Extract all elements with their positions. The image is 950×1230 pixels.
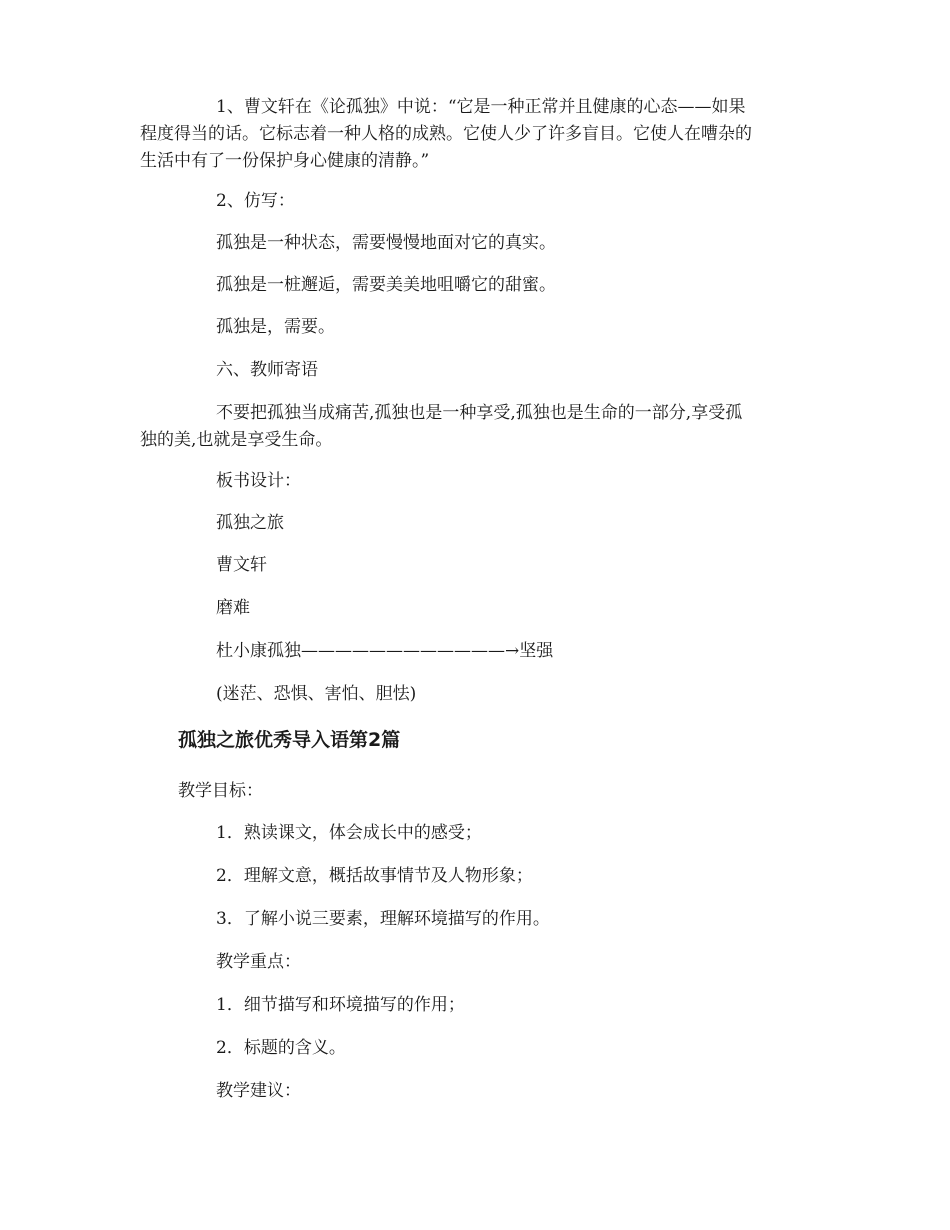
teaching-goal-2: 2．理解文意，概括故事情节及人物形象； <box>216 866 533 886</box>
board-emotions: (迷茫、恐惧、害怕、胆怯) <box>216 684 417 704</box>
board-title: 孤独之旅 <box>216 513 284 533</box>
teacher-message-line-2: 独的美,也就是享受生命。 <box>140 430 333 450</box>
board-hardship: 磨难 <box>216 598 250 618</box>
teaching-key-2: 2．标题的含义。 <box>216 1038 346 1058</box>
teacher-message-heading: 六、教师寄语 <box>216 360 318 380</box>
quote-line-3: 生活中有了一份保护身心健康的清静。” <box>140 151 430 171</box>
teaching-key-1: 1．细节描写和环境描写的作用； <box>216 995 465 1015</box>
quote-line-1: 1、曹文轩在《论孤独》中说：“它是一种正常并且健康的心态——如果 <box>216 97 746 117</box>
teaching-advice-label: 教学建议： <box>216 1081 301 1101</box>
imitation-sentence-1: 孤独是一种状态，需要慢慢地面对它的真实。 <box>216 233 556 253</box>
quote-line-2: 程度得当的话。它标志着一种人格的成熟。它使人少了许多盲目。它使人在嘈杂的 <box>140 124 752 144</box>
teaching-goal-1: 1．熟读课文，体会成长中的感受； <box>216 823 482 843</box>
section-2-heading: 孤独之旅优秀导入语第2篇 <box>178 729 401 751</box>
teacher-message-line-1: 不要把孤独当成痛苦,孤独也是一种享受,孤独也是生命的一部分,享受孤 <box>216 403 743 423</box>
imitation-label: 2、仿写： <box>216 191 295 211</box>
imitation-sentence-3: 孤独是，需要。 <box>216 317 335 337</box>
teaching-key-label: 教学重点： <box>216 952 301 972</box>
teaching-goal-3: 3．了解小说三要素，理解环境描写的作用。 <box>216 909 550 929</box>
board-arrow-line: 杜小康孤独————————————→坚强 <box>216 641 554 661</box>
teaching-goals-label: 教学目标： <box>178 781 263 801</box>
board-author: 曹文轩 <box>216 555 267 575</box>
imitation-sentence-2: 孤独是一桩邂逅，需要美美地咀嚼它的甜蜜。 <box>216 275 556 295</box>
board-design-label: 板书设计： <box>216 471 301 491</box>
